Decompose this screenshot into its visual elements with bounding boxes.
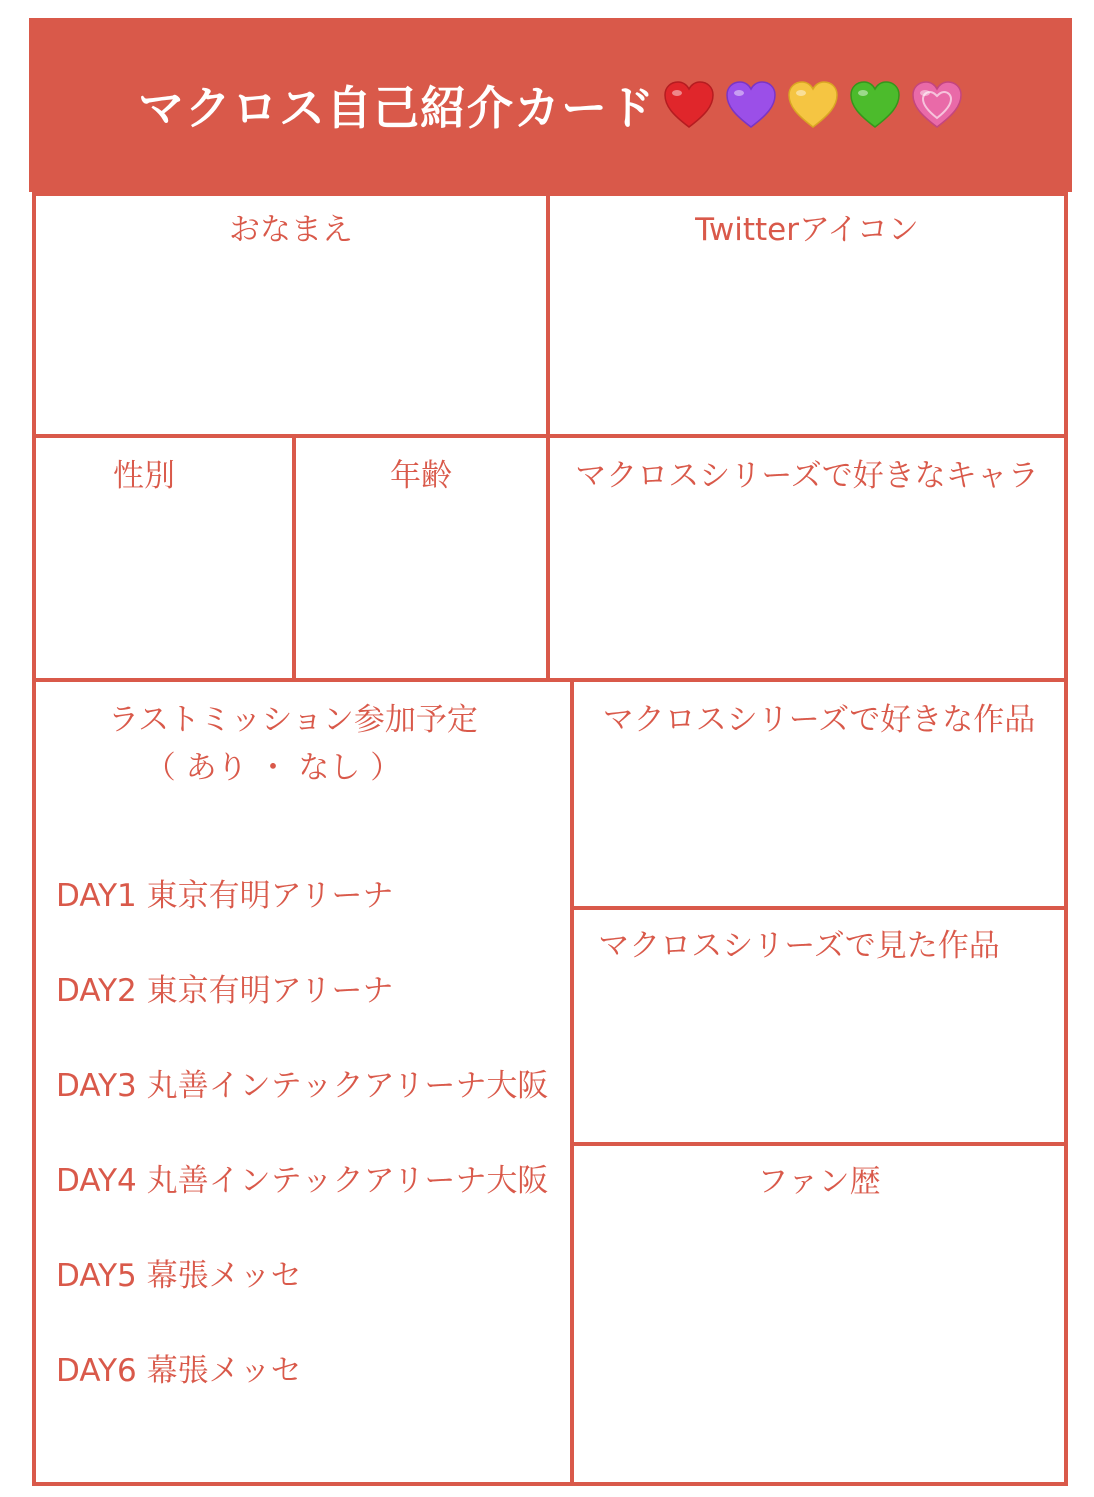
favorite-work-box[interactable]	[570, 678, 1068, 910]
day-item-1: DAY1 東京有明アリーナ	[56, 878, 394, 914]
watched-works-label: マクロスシリーズで見た作品	[598, 928, 1000, 964]
watched-works-box[interactable]	[570, 906, 1068, 1146]
name-box[interactable]	[32, 192, 550, 438]
gender-label: 性別	[113, 458, 175, 494]
hearts-row	[663, 81, 963, 129]
card-title-row	[138, 72, 963, 138]
day-item-4: DAY4 丸善インテックアリーナ大阪	[56, 1163, 549, 1199]
yellow-heart-icon	[787, 81, 839, 129]
gender-box[interactable]	[32, 434, 296, 682]
red-heart-icon	[663, 81, 715, 129]
day-item-3: DAY3 丸善インテックアリーナ大阪	[56, 1068, 549, 1104]
purple-heart-icon	[725, 81, 777, 129]
age-label: 年齢	[390, 458, 452, 494]
day-item-6: DAY6 幕張メッセ	[56, 1353, 302, 1389]
pink-heart-icon	[911, 81, 963, 129]
day-item-2: DAY2 東京有明アリーナ	[56, 973, 394, 1009]
fan-history-box[interactable]	[570, 1142, 1068, 1486]
green-heart-icon	[849, 81, 901, 129]
fan-history-label: ファン歴	[757, 1164, 881, 1200]
favorite-character-label: マクロスシリーズで好きなキャラ	[575, 458, 1039, 494]
twitter-icon-box[interactable]	[546, 192, 1068, 438]
favorite-work-label: マクロスシリーズで好きな作品	[602, 702, 1036, 738]
day-item-5: DAY5 幕張メッセ	[56, 1258, 302, 1294]
name-label: おなまえ	[229, 212, 353, 248]
favorite-character-box[interactable]	[546, 434, 1068, 682]
last-mission-label: ラストミッション参加予定	[108, 702, 478, 738]
card-header	[29, 18, 1072, 192]
last-mission-options[interactable]: （ あり ・ なし ）	[144, 750, 402, 786]
twitter-icon-label: Twitterアイコン	[695, 212, 919, 248]
last-mission-box[interactable]	[32, 678, 574, 1486]
card-title: マクロス自己紹介カード	[138, 81, 655, 135]
age-box[interactable]	[292, 434, 550, 682]
